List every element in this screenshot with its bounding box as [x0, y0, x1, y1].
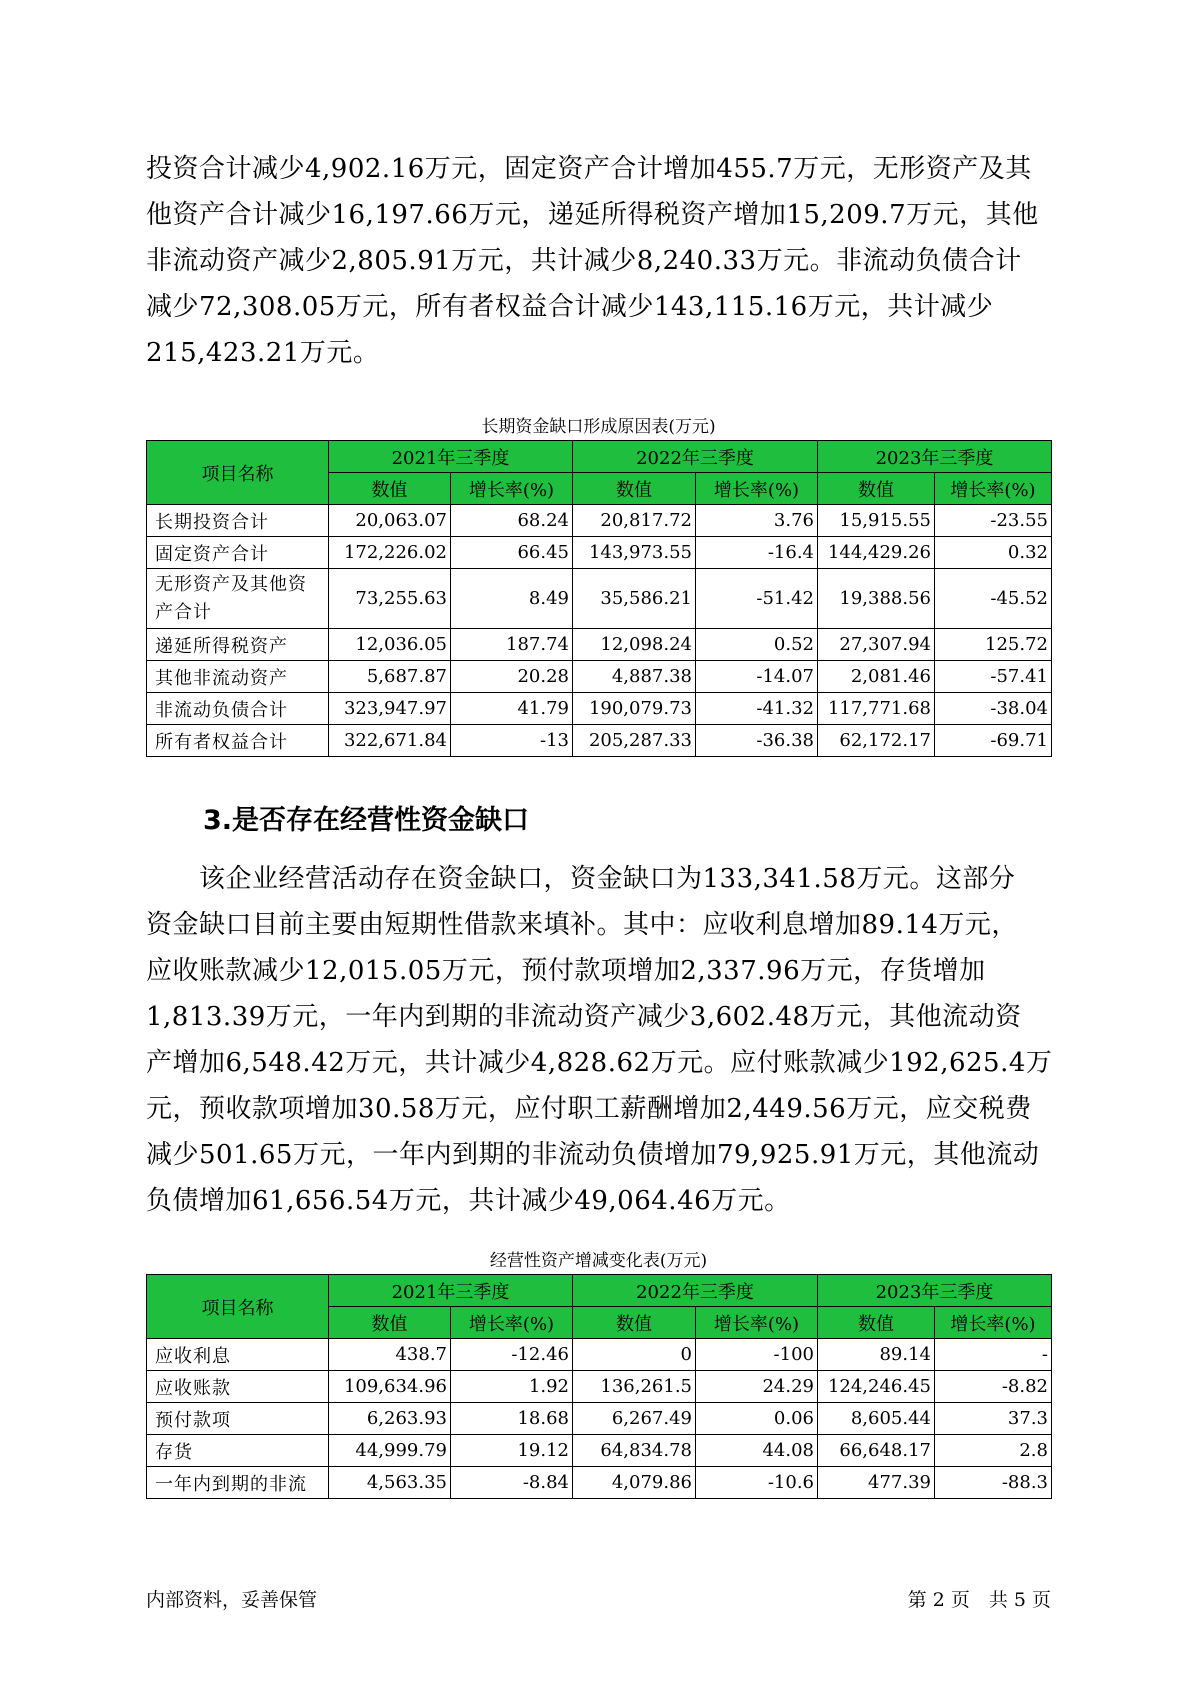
row-value: 4,887.38 [573, 661, 696, 693]
row-value: 3.76 [696, 505, 818, 537]
row-value: -45.52 [935, 569, 1052, 629]
row-value: 8.49 [451, 569, 573, 629]
row-value: - [935, 1339, 1052, 1371]
row-value: 27,307.94 [818, 629, 935, 661]
table-row [147, 693, 1052, 725]
table-row [147, 1371, 1052, 1403]
row-label: 无形资产及其他资产合计 [147, 569, 329, 629]
long-term-gap-table [146, 440, 1052, 757]
text-line: 减少501.65万元，一年内到期的非流动负债增加79,925.91万元，其他流动 [146, 1140, 1040, 1170]
header-value: 数值 [329, 473, 451, 505]
row-value: 20,817.72 [573, 505, 696, 537]
row-value: -13 [451, 725, 573, 757]
header-period-2022: 2022年三季度 [573, 441, 818, 473]
row-value: -88.3 [935, 1467, 1052, 1499]
header-period-2021: 2021年三季度 [329, 441, 573, 473]
row-label: 存货 [147, 1435, 329, 1467]
row-label: 递延所得税资产 [147, 629, 329, 661]
row-value: 12,036.05 [329, 629, 451, 661]
row-value: -12.46 [451, 1339, 573, 1371]
section-heading: 3.是否存在经营性资金缺口 [203, 805, 530, 836]
footer-page-number: 第 2 页 共 5 页 [907, 1589, 1051, 1611]
row-value: 143,973.55 [573, 537, 696, 569]
text-line: 投资合计减少4,902.16万元，固定资产合计增加455.7万元，无形资产及其 [146, 154, 1032, 184]
row-value: 66.45 [451, 537, 573, 569]
row-value: 66,648.17 [818, 1435, 935, 1467]
row-value: 2,081.46 [818, 661, 935, 693]
table-row [147, 1467, 1052, 1499]
text-line: 负债增加61,656.54万元，共计减少49,064.46万元。 [146, 1186, 791, 1216]
row-value: 20.28 [451, 661, 573, 693]
row-label: 应收账款 [147, 1371, 329, 1403]
row-value: 190,079.73 [573, 693, 696, 725]
header-period-2023: 2023年三季度 [818, 441, 1052, 473]
header-growth: 增长率(%) [451, 473, 573, 505]
paragraph-2 [146, 856, 1051, 1224]
row-value: 73,255.63 [329, 569, 451, 629]
row-value: 323,947.97 [329, 693, 451, 725]
text-line: 资金缺口目前主要由短期性借款来填补。其中：应收利息增加89.14万元， [146, 910, 1018, 940]
row-value: 1.92 [451, 1371, 573, 1403]
row-value: 19.12 [451, 1435, 573, 1467]
header-value: 数值 [818, 1307, 935, 1339]
header-value: 数值 [573, 1307, 696, 1339]
header-value: 数值 [329, 1307, 451, 1339]
row-value: 0.52 [696, 629, 818, 661]
table-row [147, 725, 1052, 757]
row-value: 0.06 [696, 1403, 818, 1435]
row-value: 8,605.44 [818, 1403, 935, 1435]
row-value: 0.32 [935, 537, 1052, 569]
table-row [147, 1339, 1052, 1371]
row-value: -100 [696, 1339, 818, 1371]
text-line: 减少72,308.05万元，所有者权益合计减少143,115.16万元，共计减少 [146, 292, 994, 322]
row-value: -41.32 [696, 693, 818, 725]
row-value: 18.68 [451, 1403, 573, 1435]
row-value: 19,388.56 [818, 569, 935, 629]
row-label: 长期投资合计 [147, 505, 329, 537]
row-value: 89.14 [818, 1339, 935, 1371]
header-period-2023: 2023年三季度 [818, 1275, 1052, 1307]
row-label: 应收利息 [147, 1339, 329, 1371]
operating-assets-table [146, 1274, 1052, 1499]
header-growth: 增长率(%) [696, 1307, 818, 1339]
row-value: 136,261.5 [573, 1371, 696, 1403]
row-value: 0 [573, 1339, 696, 1371]
row-value: 205,287.33 [573, 725, 696, 757]
table-row [147, 1435, 1052, 1467]
row-value: 124,246.45 [818, 1371, 935, 1403]
row-value: -16.4 [696, 537, 818, 569]
row-value: -14.07 [696, 661, 818, 693]
table-row [147, 537, 1052, 569]
row-value: 109,634.96 [329, 1371, 451, 1403]
row-value: 438.7 [329, 1339, 451, 1371]
header-value: 数值 [818, 473, 935, 505]
row-value: 322,671.84 [329, 725, 451, 757]
table2-caption: 经营性资产增减变化表(万元) [489, 1251, 708, 1271]
row-value: -69.71 [935, 725, 1052, 757]
row-value: -23.55 [935, 505, 1052, 537]
row-value: 4,079.86 [573, 1467, 696, 1499]
row-value: 62,172.17 [818, 725, 935, 757]
row-value: -10.6 [696, 1467, 818, 1499]
row-label: 所有者权益合计 [147, 725, 329, 757]
row-value: -57.41 [935, 661, 1052, 693]
row-value: 117,771.68 [818, 693, 935, 725]
header-period-2022: 2022年三季度 [573, 1275, 818, 1307]
row-value: 12,098.24 [573, 629, 696, 661]
table-row [147, 569, 1052, 629]
header-item-name: 项目名称 [147, 441, 329, 505]
footer-left: 内部资料，妥善保管 [146, 1589, 318, 1611]
row-label: 固定资产合计 [147, 537, 329, 569]
row-value: 37.3 [935, 1403, 1052, 1435]
row-value: 2.8 [935, 1435, 1052, 1467]
row-value: 125.72 [935, 629, 1052, 661]
text-line: 元，预收款项增加30.58万元，应付职工薪酬增加2,449.56万元，应交税费 [146, 1094, 1032, 1124]
text-line: 1,813.39万元，一年内到期的非流动资产减少3,602.48万元，其他流动资 [146, 1002, 1022, 1032]
row-value: 6,267.49 [573, 1403, 696, 1435]
row-value: 172,226.02 [329, 537, 451, 569]
text-line: 非流动资产减少2,805.91万元，共计减少8,240.33万元。非流动负债合计 [146, 246, 1022, 276]
header-growth: 增长率(%) [935, 1307, 1052, 1339]
header-growth: 增长率(%) [935, 473, 1052, 505]
row-value: -36.38 [696, 725, 818, 757]
table1-caption: 长期资金缺口形成原因表(万元) [481, 417, 716, 437]
row-value: 64,834.78 [573, 1435, 696, 1467]
row-value: -51.42 [696, 569, 818, 629]
row-value: 68.24 [451, 505, 573, 537]
row-value: 187.74 [451, 629, 573, 661]
row-value: 44,999.79 [329, 1435, 451, 1467]
row-value: 144,429.26 [818, 537, 935, 569]
row-label: 一年内到期的非流 [147, 1467, 329, 1499]
table-row [147, 661, 1052, 693]
row-value: 477.39 [818, 1467, 935, 1499]
row-value: 20,063.07 [329, 505, 451, 537]
row-value: 15,915.55 [818, 505, 935, 537]
header-growth: 增长率(%) [451, 1307, 573, 1339]
row-value: -8.82 [935, 1371, 1052, 1403]
text-line: 应收账款减少12,015.05万元，预付款项增加2,337.96万元，存货增加 [146, 956, 986, 986]
row-label: 预付款项 [147, 1403, 329, 1435]
row-value: 5,687.87 [329, 661, 451, 693]
row-value: -38.04 [935, 693, 1052, 725]
text-line: 产增加6,548.42万元，共计减少4,828.62万元。应付账款减少192,625.4万 [146, 1048, 1053, 1078]
table-row [147, 505, 1052, 537]
table-row [147, 629, 1052, 661]
header-item-name: 项目名称 [147, 1275, 329, 1339]
row-value: 6,263.93 [329, 1403, 451, 1435]
row-value: -8.84 [451, 1467, 573, 1499]
header-growth: 增长率(%) [696, 473, 818, 505]
row-label: 非流动负债合计 [147, 693, 329, 725]
row-value: 44.08 [696, 1435, 818, 1467]
row-value: 35,586.21 [573, 569, 696, 629]
text-line: 215,423.21万元。 [146, 338, 380, 368]
paragraph-1 [146, 146, 1051, 376]
header-value: 数值 [573, 473, 696, 505]
table-row [147, 1403, 1052, 1435]
header-period-2021: 2021年三季度 [329, 1275, 573, 1307]
row-value: 24.29 [696, 1371, 818, 1403]
row-value: 4,563.35 [329, 1467, 451, 1499]
row-value: 41.79 [451, 693, 573, 725]
text-line: 他资产合计减少16,197.66万元，递延所得税资产增加15,209.7万元，其他 [146, 200, 1039, 230]
row-label: 其他非流动资产 [147, 661, 329, 693]
text-line: 该企业经营活动存在资金缺口，资金缺口为133,341.58万元。这部分 [146, 864, 1016, 894]
